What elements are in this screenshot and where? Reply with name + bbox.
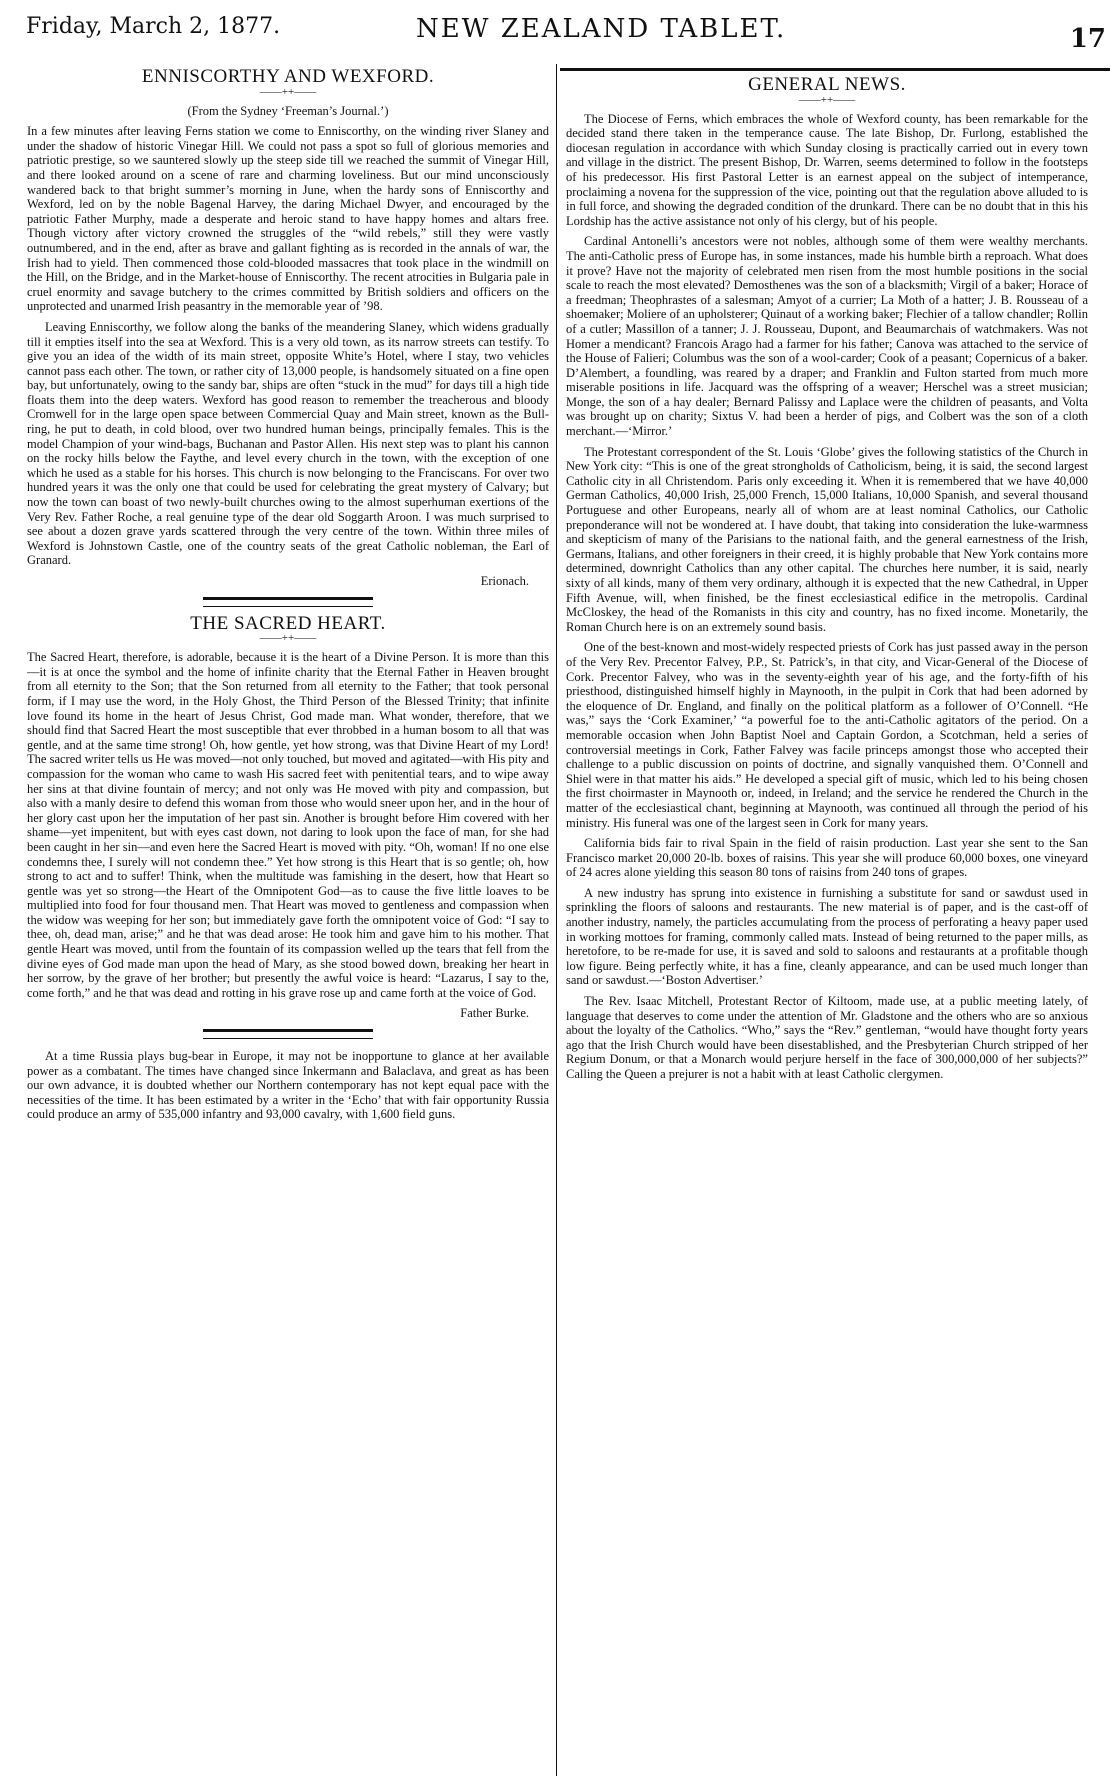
news-paragraph: The Protestant correspondent of the St. Louis ‘Globe’ gives the following statistics of the Church in New York city: “This is one of the great strongholds of Catholicism, being, it is said, the second largest Catholic city in all Christendom. Paris only exceeding it. When it is remembered that we have 40,000 German Catholics, 40,000 Irish, 25,000 French, 15,000 Italians, 10,000 Spanish, and several thousand Portuguese and other Europeans, nearly all of whom are at least nominal Catholics, our Catholic preponderance will not be wondered at. I have doubt, that taking into consideration the luke-warmness and skepticism of many of the Parisians to the national faith, and the general earnestness of the Irish, Germans, Italians, and other foreigners in their creed, it is highly probable that New York contains more determined, downright Catholics than any other capital. The churches here number, it is said, nearly sixty of all kinds, many of them very ordinary, although it is expected that the new Cathedral, in Upper Fifth Avenue, will, when finished, be the finest ecclesiastical edifice in the metropolis. Cardinal McCloskey, the head of the Romanists in this city and country, has no fixed income. Monetarily, the Roman Church here is on an extremely sound basis. <box>566 444 1088 634</box>
page-number: 17 <box>1069 24 1106 54</box>
news-paragraph: Cardinal Antonelli’s ancestors were not nobles, although some of them were wealthy merchants. The anti-Catholic press of Europe has, in some instances, made his humble birth a reproach. What does it prove? Have not the majority of celebrated men risen from the most humble positions in the social scale to reach the most elevated? Demosthenes was the son of a blacksmith; Virgil of a baker; Horace of a freedman; Theophrastes of a salesman; Amyot of a currier; La Moth of a hatter; J. B. Rousseau of a shoemaker; Moliere of an upholsterer; Quinaut of a working baker; Flechier of a tallow chandler; Rollin of a cutler; Massillon of a tanner; J. J. Rousseau, Dupont, and Beaumarchais of watchmakers. Was not Homer a mendicant? Francois Arago had a farmer for his father; Canova was attached to the service of the House of Falieri; Columbus was the son of a wool-carder; Cook of a peasant; Copernicus of a baker. D’Alembert, a foundling, was reared by a draper; and Franklin and Fulton started from much more miserable positions in life. Jacquard was the offspring of a weaver; Herschel was a street musician; Monge, the son of a hay dealer; Bernard Palissy and Laplace were the children of peasants, and Volta was brought up on charity; Sixtus V. had been a herder of pigs, and Colbert was the son of a cloth merchant.—‘Mirror.’ <box>566 234 1088 439</box>
article-source: (From the Sydney ‘Freeman’s Journal.’) <box>187 103 389 118</box>
left-column <box>27 64 549 1782</box>
title-ornament: ——++—— <box>259 632 317 645</box>
article-paragraph: The Sacred Heart, therefore, is adorable, because it is the heart of a Divine Person. It is more than this—it is at once the symbol and the home of infinite charity that the Eternal Father in Heaven brought from all eternity to the Son; that the Son returned from all eternity to the Father; that took personal form, if I may use the word, in the Holy Ghost, the Third Person of the Blessed Trinity; that infinite love found its home in the heart of Jesus Christ, God made man. What wonder, therefore, that we should find that Sacred Heart the most susceptible that ever throbbed in a human bosom to all that was gentle, and at the same time strong! Oh, how gentle, yet how strong, was that Divine Heart of my Lord! The sacred writer tells us He was moved—not only touched, but moved and agitated—with His pity and compassion for the woman who came to wash His sacred feet with penitential tears, and to wipe away her sins at that divine fountain of mercy; and not only was He moved with pity and compassion, but also with a manly desire to defend this woman from those who would sneer upon her, and in the hour of her glory cast upon her the imputation of her past sin. Another is brought before Him covered with her shame—yet impenitent, but with eyes cast down, not daring to look upon the face of man, for she had been caught in her sin—and even here the Sacred Heart is moved with pity. “Oh, woman! If no one else condemns thee, I surely will not condemn thee.” Yet how strong is this Heart that is so gentle; oh, how strong to act and to suffer! Think, when the multitude was famishing in the desert, how that Heart so gentle was yet so strong—the Heart of the Omnipotent God—as to cause the five little loaves to be multiplied into food for four thousand men. That Heart was moved to gentleness and compassion when the widow was weeping for her son; but immediately gave forth the omnipotent voice of God: “I say to thee, oh, dead man, arise;” and he that was dead arose: He took him and gave him to his mother. That gentle Heart was moved, until from the fountain of its compassion welled up the tears that fell from the divine eyes of God made man upon the head of Mary, as she stood bowed down, breaking her heart in her sorrow, by the grave of her brother; but presently the awful voice is heard: “Lazarus, I say to the, come forth,” and he that was dead and rotting in his grave rose up and came forth at the voice of God. <box>27 650 549 1000</box>
article-title-enniscorthy: ENNISCORTHY AND WEXFORD. <box>141 66 435 87</box>
news-paragraph: California bids fair to rival Spain in the field of raisin production. Last year she sent to the San Francisco market 20,000 20-lb. boxes of raisins. This year she will produce 60,000 boxes, one vineyard of 24 acres alone yielding this season 80 tons of raisins from 240 tons of grapes. <box>566 836 1088 880</box>
article-signature: Erionach. <box>480 574 529 588</box>
page-header <box>26 8 1106 54</box>
article-paragraph: In a few minutes after leaving Ferns station we come to Enniscorthy, on the winding river Slaney and under the shadow of historic Vinegar Hill. We could not pass a spot so full of glorious memories and patriotic prestige, so we sauntered slowly up the steep side till we reached the summit of Vinegar Hill, and there looked around on a scene of rare and charming loveliness. But our mind unconsciously wandered back to that bright summer’s morning in June, when the hardy sons of Enniscorthy and Wexford, led on by the noble Bagenal Harvey, the daring Michael Dwyer, and encouraged by the patriotic Father Murphy, made a desperate and heroic stand to have happy homes and altars free. Though victory after victory crowned the struggles of the “wild rebels,” still they were vastly outnumbered, and in the end, after as brave and gallant fighting as is recorded in the annals of war, the Irish had to yield. Then commenced those cold-blooded massacres that took place in the windmill on the Hill, on the Bridge, and in the Market-house of Enniscorthy. The recent atrocities in Bulgaria pale in cruel enormity and savage butchery to the crimes committed by British soldiers and officers on the unprotected and unarmed Irish peasantry in the memorable year of ’98. <box>27 124 549 314</box>
section-divider <box>203 597 373 607</box>
article-title-general-news: GENERAL NEWS. <box>748 74 906 95</box>
article-paragraph: Leaving Enniscorthy, we follow along the banks of the meandering Slaney, which widens gradually till it empties itself into the sea at Wexford. This is a very old town, as its narrow streets can testify. To give you an idea of the width of its main street, opposite White’s Hotel, where I stay, two vehicles cannot pass each other. The town, or rather city of 13,000 people, is handsomely situated on a fine open bay, but unfortunately, owing to the sandy bar, ships are often “stuck in the mud” for days till a high tide floats them into the deep waters. Wexford has good reason to remember the treacherous and bloody Cromwell for in the large open space between Commercial Quay and Main street, known as the Bull-ring, he put to death, in cold blood, over two hundred human beings, principally females. This is the model Champion of your wind-bags, Buchanan and Pastor Allen. His next step was to plant his cannon on the rocky hills below the Faythe, and level every church in the town, with the exception of one which he used as a stable for his horses. This church is now belonging to the Franciscans. For over two hundred years it was the only one that could be used for celebrating the great mystery of Calvary; but now the town can boast of two newly-built churches owing to the almost superhuman exertions of the Very Rev. Father Roche, a real genuine type of the dear old Soggarth Aroon. I was much surprised to see about a dozen grave yards scattered through the very centre of the town. Within three miles of Wexford is Johnstown Castle, one of the country seats of the great Catholic nobleman, the Earl of Granard. <box>27 319 549 568</box>
article-paragraph: At a time Russia plays bug-bear in Europe, it may not be inopportune to glance at her available power as a combatant. The times have changed since Inkermann and Balaclava, and great as has been our own advance, it is doubted whether our Northern contemporary has not kept equal pace with the necessities of the time. It has been estimated by a writer in the ‘Echo’ that with fair opportunity Russia could produce an army of 535,000 infantry and 93,000 cavalry, with 1,600 field guns. <box>27 1049 549 1122</box>
article-title-sacred-heart: THE SACRED HEART. <box>190 612 386 634</box>
news-paragraph: One of the best-known and most-widely respected priests of Cork has just passed away in the person of the Very Rev. Precentor Falvey, P.P., St. Patrick’s, in that city, and Vicar-General of the Diocese of Cork. Precentor Falvey, who was in the seventy-eighth year of his age, and the forty-fifth of his priesthood, distinguished himself highly in Maynooth, in the pulpit in Cork that had been adorned by the eloquence of Dr. England, and finally on the political platform as a follower of O’Connell. “He was,” says the ‘Cork Examiner,’ “a powerful foe to the anti-Catholic agitators of the period. On a memorable occasion when John Baptist Noel and Captain Gordon, a Scotchman, held a series of controversial meetings in Cork, Father Falvey was facile princeps amongst those who accepted their challenge to a public discussion on points of doctrine, and signally vanquished them. O’Connell and Shiel were in that matter his aids.” He developed a special gift of music, which led to his being chosen the first choirmaster in Maynooth or, indeed, in Ireland; and the service he rendered the Church in the matter of the ecclesiastical chant, beginning at Maynooth, was continued all through the period of his ministry. His funeral was one of the largest seen in Cork for many years. <box>566 640 1088 830</box>
news-paragraph: The Diocese of Ferns, which embraces the whole of Wexford county, has been remarkable for the decided stand there taken in the temperance cause. The late Bishop, Dr. Furlong, established the diocesan regulation in accordance with which Sunday closing is practically carried out in every town and village in the district. The present Bishop, Dr. Warren, seems determined to follow in the footsteps of his predecessor. His first Pastoral Letter is an earnest appeal on the subject of intemperance, proclaiming a novena for the suppression of the vice, pointing out that the regulation above alluded to is in full force, and showing the degraded condition of the drunkard. There can be no doubt that in this his Lordship has the active assistance not only of his clergy, but of his people. <box>566 111 1088 228</box>
section-divider <box>203 1029 373 1039</box>
column-divider <box>556 64 557 1776</box>
title-ornament: ——++—— <box>798 93 856 106</box>
issue-date: Friday, March 2, 1877. <box>26 14 281 39</box>
right-column <box>566 64 1088 1782</box>
masthead-title: NEW ZEALAND TABLET. <box>416 14 787 44</box>
title-ornament: ——++—— <box>259 85 317 98</box>
news-paragraph: The Rev. Isaac Mitchell, Protestant Rector of Kiltoom, made use, at a public meeting lately, of language that deserves to come under the attention of Mr. Gladstone and the others who are so anxious about the loyalty of the Catholics. “Who,” says the “Rev.” gentleman, “would have thought forty years ago that the Irish Church would have been disestablished, and the Presbyterian Church stripped of her Regium Donum, or that a Monarch would perjure herself in the face of 300,000,000 of her subjects?” Calling the Queen a prejurer is not a habit with at least Catholic clergymen. <box>566 994 1088 1081</box>
article-signature: Father Burke. <box>460 1006 529 1021</box>
news-paragraph: A new industry has sprung into existence in furnishing a substitute for sand or sawdust used in sprinkling the floors of saloons and restaurants. The new material is of paper, and is the cast-off of another industry, namely, the particles accumulating from the process of perforating a heavy paper used in working mottoes for framing, commonly called mats. Instead of being returned to the paper mills, as heretofore, to be re-made for use, it is saved and sold to saloons and restaurants at a profitable though low figure. Being perfectly white, it has a fine, cleanly appearance, and can be used much longer than sand or sawdust.—‘Boston Advertiser.’ <box>566 885 1088 988</box>
